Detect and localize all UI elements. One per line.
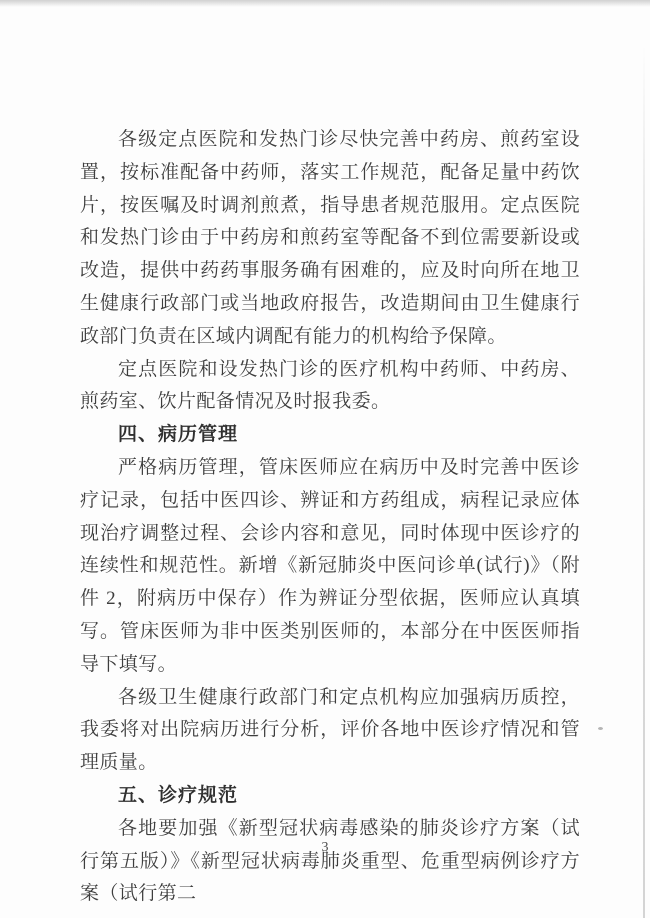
- section-heading: 五、诊疗规范: [118, 784, 239, 806]
- scan-top-edge-artifact: [0, 0, 650, 7]
- scan-right-edge-artifact: [643, 45, 645, 918]
- body-paragraph: 各级卫生健康行政部门和定点机构应加强病历质控，我委将对出院病历进行分析，评价各地中医诊疗情况和管理质量。: [80, 686, 580, 774]
- body-paragraph: 定点医院和设发热门诊的医疗机构中药师、中药房、煎药室、饮片配备情况及时报我委。: [80, 358, 580, 413]
- page-number: 3: [321, 840, 329, 855]
- document-body: [80, 124, 580, 911]
- body-paragraph: 各级定点医院和发热门诊尽快完善中药房、煎药室设置，按标准配备中药师，落实工作规范，配备足量中药饮片，按医嘱及时调剂煎煮，指导患者规范服用。定点医院和发热门诊由于中药房和煎药室等配备不到位需要新设或改造，提供中药药事服务确有困难的，应及时向所在地卫生健康行政部门或当地政府报告，改造期间由卫生健康行政部门负责在区域内调配有能力的机构给予保障。: [80, 129, 580, 347]
- body-paragraph: 严格病历管理，管床医师应在病历中及时完善中医诊疗记录，包括中医四诊、辨证和方药组成，病程记录应体现治疗调整过程、会诊内容和意见，同时体现中医诊疗的连续性和规范性。新增《新冠肺炎中医问诊单(试行)》（附件 2，附病历中保存）作为辨证分型依据，医师应认真填写。管床医师为非中医类别医师的，本部分在中医医师指导下填写。: [80, 456, 580, 675]
- body-paragraph: 各地要加强《新型冠状病毒感染的肺炎诊疗方案（试行第五版）》《新型冠状病毒肺炎重型、危重型病例诊疗方案（试行第二: [80, 817, 580, 905]
- section-heading: 四、病历管理: [118, 424, 239, 446]
- scan-speck-artifact: [598, 727, 603, 730]
